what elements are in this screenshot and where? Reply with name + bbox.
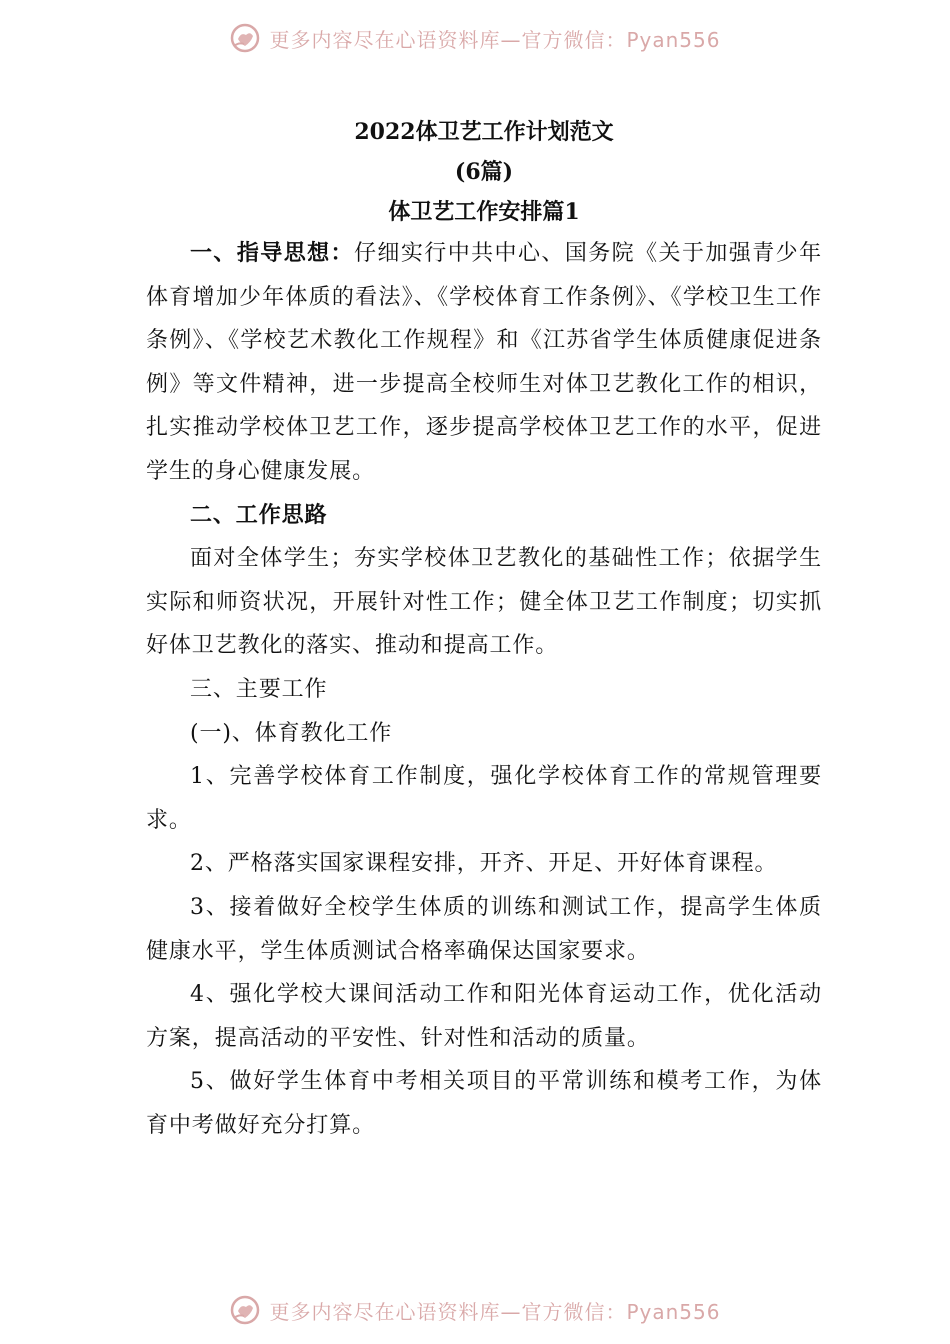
watermark-text — [269, 24, 720, 53]
watermark-site: 更多内容尽在心语资料库 — [269, 1299, 501, 1324]
list-item: 2、严格落实国家课程安排，开齐、开足、开好体育课程。 — [190, 851, 778, 877]
watermark-contact: 官方微信：Pyan556 — [521, 1299, 721, 1324]
document-body — [146, 112, 822, 1147]
section-main-work-heading: 三、主要工作 — [190, 676, 328, 702]
section-work-approach-text: 面对全体学生；夯实学校体卫艺教化的基础性工作；依据学生实际和师资状况，开展针对性工作；健全体卫艺工作制度；切实抓好体卫艺教化的落实、推动和提高工作。 — [146, 546, 822, 659]
hand-heart-logo-icon — [229, 1294, 261, 1326]
section-guiding-ideology-label: 一、指导思想： — [190, 240, 354, 266]
section-guiding-ideology-text: 仔细实行中共中心、国务院《关于加强青少年体育增加少年体质的看法》、《学校体育工作条例》、《学校卫生工作条例》、《学校艺术教化工作规程》和《江苏省学生体质健康促进条例》等文件精神，进一步提高全校师生对体卫艺教化工作的相识，扎实推动学校体卫艺工作，逐步提高学校体卫艺工作的水平，促进学生的身心健康发展。 — [146, 241, 822, 484]
section-work-approach-heading: 二、工作思路 — [190, 501, 328, 528]
watermark-site: 更多内容尽在心语资料库 — [269, 27, 501, 52]
article-title: 体卫艺工作安排篇1 — [388, 199, 580, 225]
list-item: 3、接着做好全校学生体质的训练和测试工作，提高学生体质健康水平，学生体质测试合格率确保达国家要求。 — [146, 894, 822, 964]
list-item: 4、强化学校大课间活动工作和阳光体育运动工作，优化活动方案，提高活动的平安性、针对性和活动的质量。 — [146, 982, 822, 1051]
section-guiding-ideology — [146, 232, 822, 494]
subsection-pe-heading: (一)、体育教化工作 — [190, 720, 393, 746]
list-item: 1、完善学校体育工作制度，强化学校体育工作的常规管理要求。 — [146, 764, 822, 833]
list-item: 5、做好学生体育中考相关项目的平常训练和模考工作，为体育中考做好充分打算。 — [146, 1069, 822, 1138]
watermark-separator: — — [500, 27, 522, 52]
watermark-separator: — — [500, 1299, 522, 1324]
hand-heart-logo-icon — [229, 22, 261, 54]
footer-watermark — [0, 1290, 950, 1330]
header-watermark — [0, 18, 950, 58]
watermark-contact: 官方微信：Pyan556 — [521, 27, 721, 52]
watermark-text — [269, 1296, 720, 1325]
document-subtitle-count: (6篇) — [454, 159, 514, 185]
document-title: 2022体卫艺工作计划范文 — [354, 119, 614, 145]
